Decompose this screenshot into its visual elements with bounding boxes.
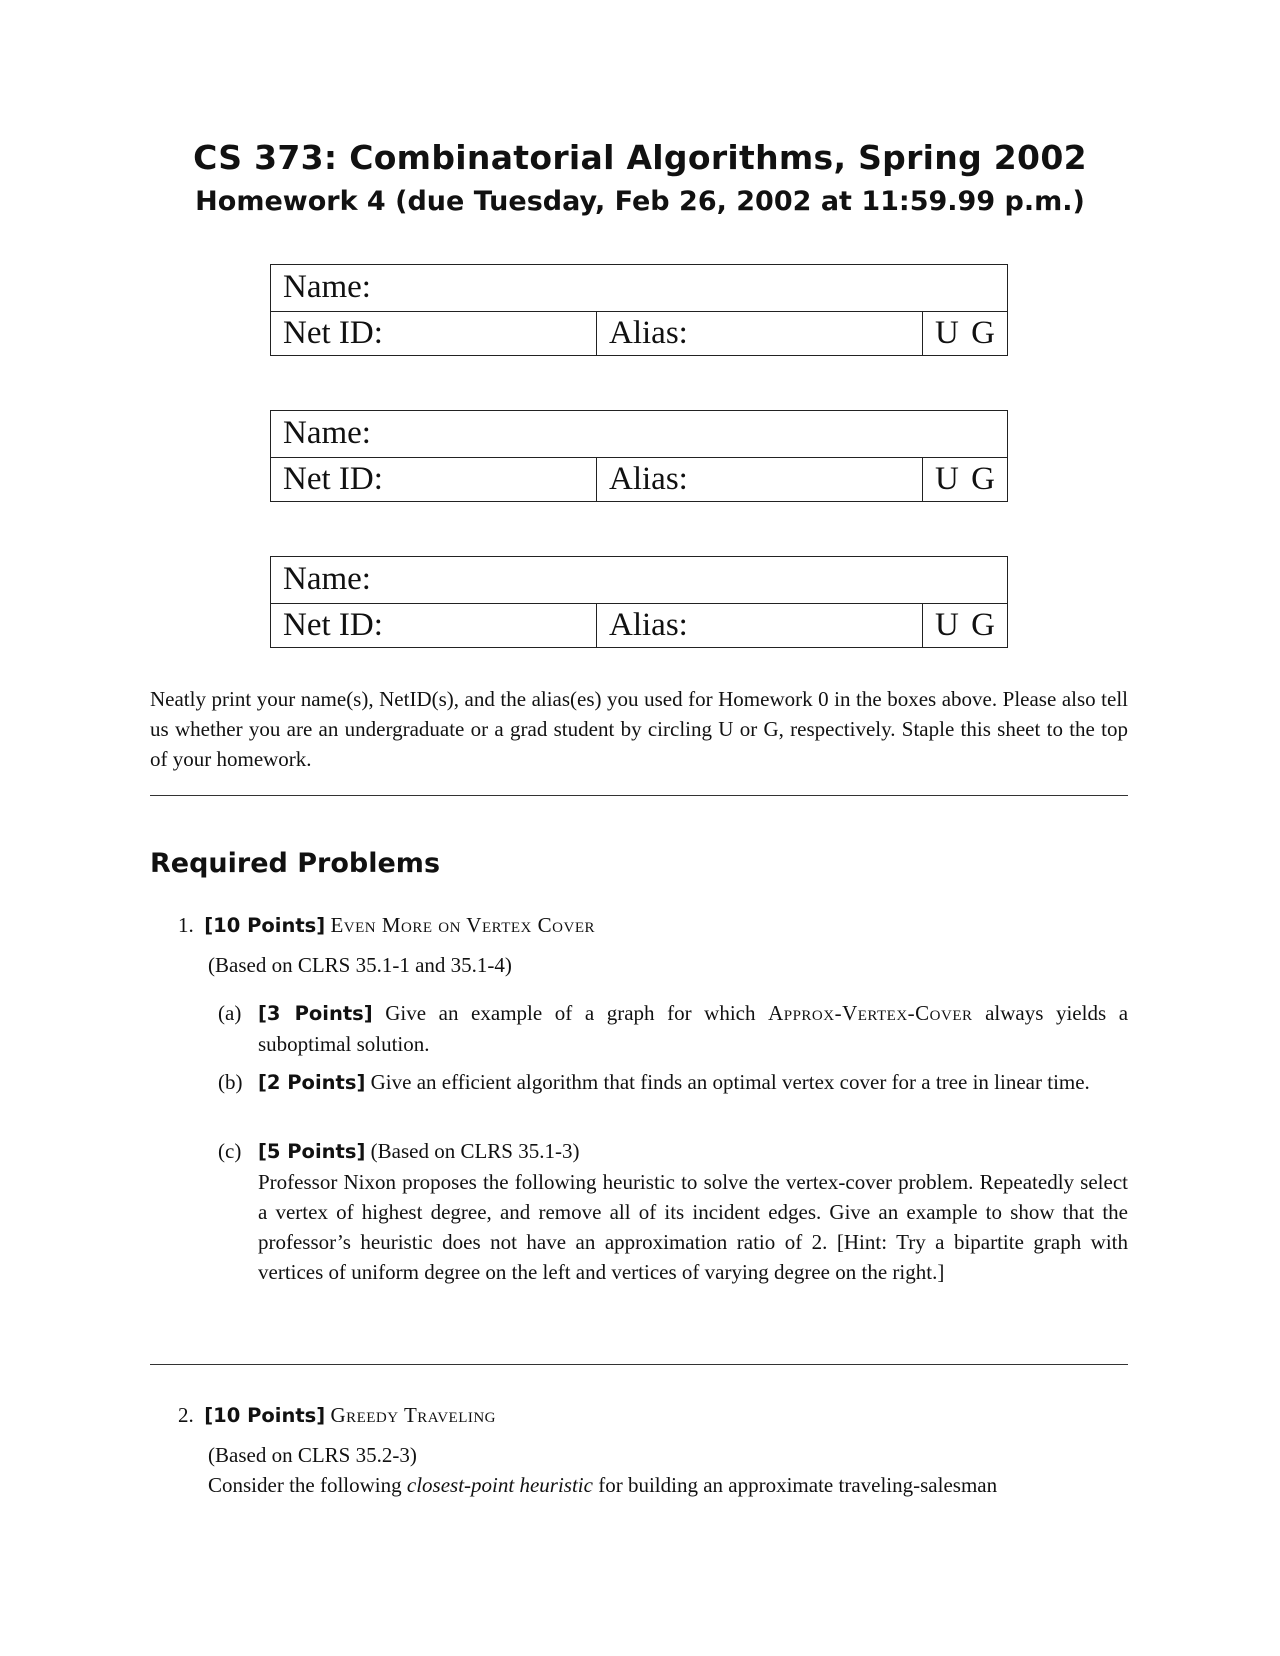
ug-cell[interactable] <box>923 311 1007 355</box>
netid-cell[interactable] <box>271 311 597 355</box>
part-basis: (Based on CLRS 35.1-3) <box>370 1139 580 1163</box>
algorithm-name: Approx-Vertex-Cover <box>768 1001 973 1025</box>
ug-label: U G <box>935 315 997 351</box>
student-id-box <box>270 556 1008 648</box>
problem-title: Greedy Traveling <box>330 1403 497 1427</box>
alias-label: Alias: <box>609 315 688 351</box>
problem-1b <box>218 1067 1130 1137</box>
problem-1a <box>218 998 1130 1068</box>
part-label: (c) <box>218 1139 242 1163</box>
problem-2-basis: (Based on CLRS 35.2-3) <box>208 1443 417 1467</box>
emphasized-term: closest-point heuristic <box>406 1473 593 1497</box>
netid-cell[interactable] <box>271 457 597 501</box>
problem-1c <box>218 1136 1130 1326</box>
problem-number: 2. <box>178 1403 194 1427</box>
ug-label: U G <box>935 461 997 497</box>
problem-points: [10 Points] <box>204 1404 326 1427</box>
problem-text: Consider the following <box>208 1473 402 1497</box>
problem-title: Even More on Vertex Cover <box>330 913 595 937</box>
name-label: Name: <box>283 415 371 451</box>
ug-cell[interactable] <box>923 457 1007 501</box>
part-text: always yields a suboptimal solution. <box>258 1001 1129 1056</box>
instructions-paragraph: Neatly print your name(s), NetID(s), and the alias(es) you used for Homework 0 in the boxes above. Please also tell us whether you are an undergraduate or a grad student by circling U or G, respectively. Staple this sheet to the top of your homework. <box>150 687 1128 771</box>
problem-points: [10 Points] <box>204 914 326 937</box>
student-id-box <box>270 410 1008 502</box>
problem-1-basis: (Based on CLRS 35.1-1 and 35.1-4) <box>208 953 512 977</box>
alias-label: Alias: <box>609 607 688 643</box>
netid-label: Net ID: <box>283 607 383 643</box>
divider <box>150 795 1128 796</box>
problem-number: 1. <box>178 913 194 937</box>
part-label: (b) <box>218 1070 243 1094</box>
netid-label: Net ID: <box>283 315 383 351</box>
problem-text: for building an approximate traveling-salesman <box>598 1473 998 1497</box>
part-text: Professor Nixon proposes the following heuristic to solve the vertex-cover problem. Repeatedly select a vertex of highest degree, and remove all of its incident edges. Give an example to show that the professor’s heuristic does not have an approximation ratio of 2. [Hint: Try a bipartite graph with vertices of uniform degree on the left and vertices of varying degree on the right.] <box>258 1170 1128 1284</box>
name-row[interactable] <box>271 411 1007 458</box>
alias-label: Alias: <box>609 461 688 497</box>
problem-1-heading <box>178 910 595 941</box>
netid-label: Net ID: <box>283 461 383 497</box>
name-row[interactable] <box>271 557 1007 604</box>
name-label: Name: <box>283 561 371 597</box>
part-text: Give an example of a graph for which <box>385 1001 756 1025</box>
student-id-box <box>270 264 1008 356</box>
section-heading: Required Problems <box>150 848 441 879</box>
netid-cell[interactable] <box>271 603 597 647</box>
alias-cell[interactable] <box>597 457 923 501</box>
problem-2-text <box>208 1470 1138 1500</box>
divider <box>150 1364 1128 1365</box>
part-text: Give an efficient algorithm that finds an optimal vertex cover for a tree in linear time. <box>370 1070 1090 1094</box>
homework-subtitle: Homework 4 (due Tuesday, Feb 26, 2002 at 11:59.99 p.m.) <box>195 186 1085 217</box>
part-label: (a) <box>218 1001 242 1025</box>
course-title: CS 373: Combinatorial Algorithms, Spring 2002 <box>193 138 1087 177</box>
alias-cell[interactable] <box>597 311 923 355</box>
ug-cell[interactable] <box>923 603 1007 647</box>
name-row[interactable] <box>271 265 1007 312</box>
ug-label: U G <box>935 607 997 643</box>
problem-2-heading <box>178 1400 496 1431</box>
name-label: Name: <box>283 269 371 305</box>
part-points: [5 Points] <box>258 1140 366 1163</box>
alias-cell[interactable] <box>597 603 923 647</box>
part-points: [2 Points] <box>258 1071 366 1094</box>
part-points: [3 Points] <box>258 1002 373 1025</box>
